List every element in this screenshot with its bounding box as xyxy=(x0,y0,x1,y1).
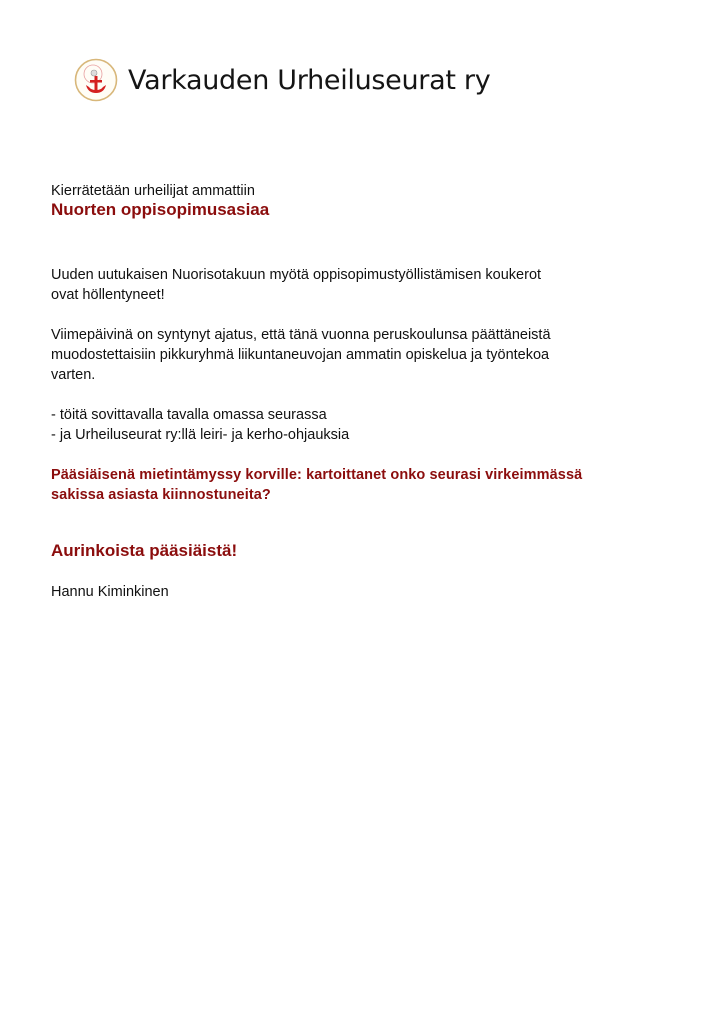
list-item: - töitä sovittavalla tavalla omassa seurassa xyxy=(51,407,327,423)
article xyxy=(51,183,681,602)
article-title: Nuorten oppisopimusasiaa xyxy=(51,200,270,219)
text-line: Pääsiäisenä mietintämyssy korville: kartoittanet onko seurasi virkeimmässä xyxy=(51,467,583,483)
highlight-question xyxy=(51,465,681,505)
letterhead xyxy=(74,56,490,104)
article-kicker: Kierrätetään urheilijat ammattiin xyxy=(51,183,255,199)
greeting: Aurinkoista pääsiäistä! xyxy=(51,541,238,560)
text-line: varten. xyxy=(51,367,96,383)
paragraph-intro xyxy=(51,265,681,305)
text-line: muodostettaisiin pikkuryhmä liikuntaneuvojan ammatin opiskelua ja työntekoa xyxy=(51,347,550,363)
task-list xyxy=(51,405,681,445)
list-item: - ja Urheiluseurat ry:llä leiri- ja kerho-ohjauksia xyxy=(51,427,350,443)
signature: Hannu Kiminkinen xyxy=(51,584,169,600)
anchor-emblem-icon xyxy=(74,58,118,102)
paragraph-idea xyxy=(51,325,681,385)
organization-name: Varkauden Urheiluseurat ry xyxy=(128,64,491,96)
text-line: Uuden uutukaisen Nuorisotakuun myötä oppisopimustyöllistämisen koukerot xyxy=(51,267,542,283)
text-line: Viimepäivinä on syntynyt ajatus, että tänä vuonna peruskoulunsa päättäneistä xyxy=(51,327,551,343)
text-line: ovat höllentyneet! xyxy=(51,287,165,303)
text-line: sakissa asiasta kiinnostuneita? xyxy=(51,487,271,503)
